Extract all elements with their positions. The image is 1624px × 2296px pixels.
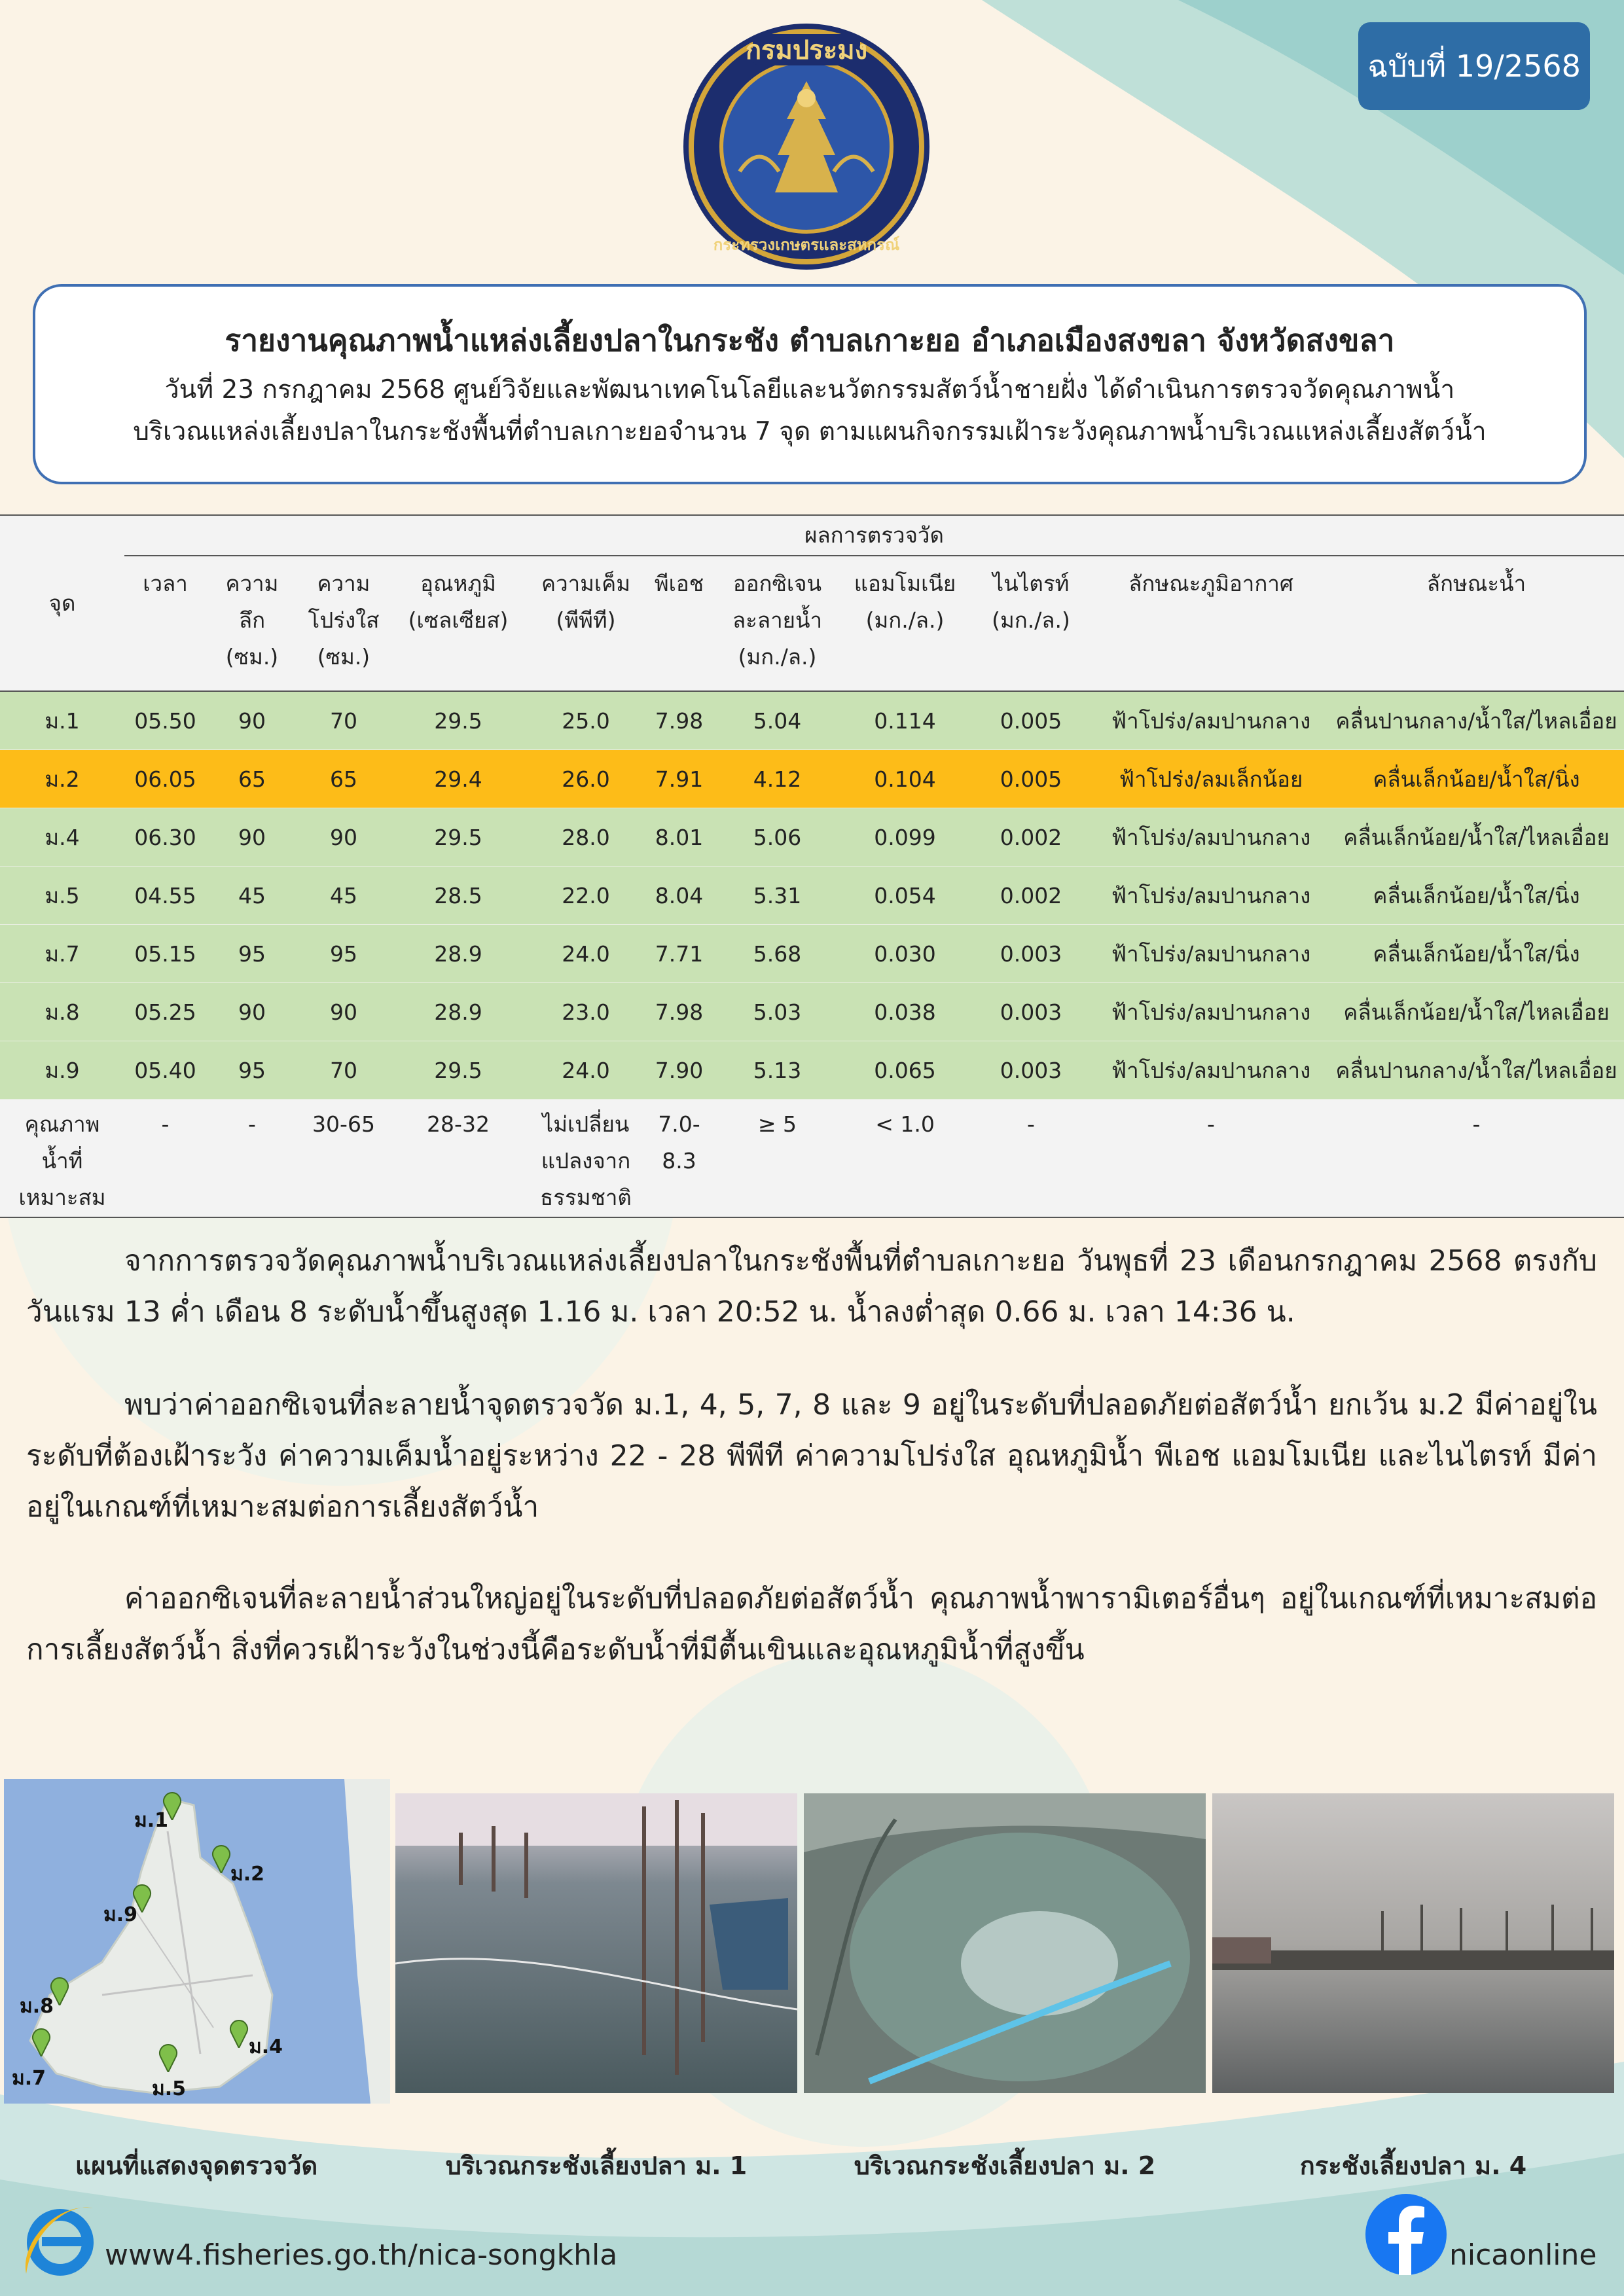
table-cell: 0.003: [969, 1041, 1093, 1100]
table-cell: ม.2: [0, 750, 124, 808]
table-cell: 22.0: [527, 867, 645, 925]
table-cell: 8.01: [645, 808, 713, 867]
standard-cell: -: [969, 1100, 1093, 1218]
summary-paragraph-2: พบว่าค่าออกซิเจนที่ละลายน้ำจุดตรวจวัด ม.1, 4, 5, 7, 8 และ 9 อยู่ในระดับที่ปลอดภัยต่อสัตว์น้ำ ยกเว้น ม.2 มีค่าอยู่ในระดับที่ต้องเฝ้าระวัง ค่าความเค็มน้ำอยู่ระหว่าง 22 - 28 พีพีที ค่าความโปร่งใส อุณหภูมิน้ำ พีเอช แอมโมเนีย และไนไตรท์ มีค่าอยู่ในเกณฑ์ที่เหมาะสมต่อการเลี้ยงสัตว์น้ำ: [26, 1388, 1597, 1524]
table-cell: 90: [206, 808, 298, 867]
table-row: [0, 925, 1624, 983]
table-cell: 70: [298, 1041, 389, 1100]
photo-cage-m1: [395, 1793, 797, 2093]
table-cell: 5.31: [713, 867, 841, 925]
caption-photo-m4: กระชังเลี้ยงปลา ม. 4: [1299, 2151, 1527, 2180]
table-cell: ฟ้าโปร่ง/ลมปานกลาง: [1093, 983, 1329, 1041]
results-group-header: ผลการตรวจวัด: [124, 515, 1624, 556]
table-cell: 29.5: [389, 1041, 527, 1100]
report-header: [33, 284, 1587, 484]
svg-text:กระทรวงเกษตรและสหกรณ์: กระทรวงเกษตรและสหกรณ์: [713, 236, 900, 254]
table-cell: 0.114: [841, 691, 969, 750]
table-cell: 5.13: [713, 1041, 841, 1100]
column-header-row: [0, 556, 1624, 691]
standard-cell: ≥ 5: [713, 1100, 841, 1218]
internet-explorer-icon: [20, 2195, 97, 2280]
table-cell: 95: [206, 925, 298, 983]
table-cell: ฟ้าโปร่ง/ลมปานกลาง: [1093, 925, 1329, 983]
table-cell: 0.065: [841, 1041, 969, 1100]
table-cell: 65: [206, 750, 298, 808]
map-pin-label: ม.4: [249, 2036, 283, 2058]
table-cell: ม.8: [0, 983, 124, 1041]
table-cell: 0.005: [969, 691, 1093, 750]
table-cell: 28.9: [389, 983, 527, 1041]
standard-cell: -: [1329, 1100, 1624, 1218]
table-cell: คลื่นเล็กน้อย/น้ำใส/ไหลเอื่อย: [1329, 983, 1624, 1041]
column-header: ความ ลึก (ซม.): [206, 556, 298, 691]
report-title: รายงานคุณภาพน้ำแหล่งเลี้ยงปลาในกระชัง ตำบลเกาะยอ อำเภอเมืองสงขลา จังหวัดสงขลา: [225, 323, 1395, 358]
table-cell: 29.5: [389, 808, 527, 867]
column-header: ออกซิเจน ละลายน้ำ (มก./ล.): [713, 556, 841, 691]
table-cell: ฟ้าโปร่ง/ลมปานกลาง: [1093, 867, 1329, 925]
table-cell: คลื่นเล็กน้อย/น้ำใส/นิ่ง: [1329, 867, 1624, 925]
map-pin-icon: [211, 1844, 231, 1873]
table-cell: 90: [206, 691, 298, 750]
column-header: เวลา: [124, 556, 206, 691]
table-cell: 29.4: [389, 750, 527, 808]
table-cell: 0.099: [841, 808, 969, 867]
table-cell: 05.25: [124, 983, 206, 1041]
table-cell: ฟ้าโปร่ง/ลมปานกลาง: [1093, 691, 1329, 750]
table-cell: 04.55: [124, 867, 206, 925]
table-cell: 8.04: [645, 867, 713, 925]
table-cell: ฟ้าโปร่ง/ลมเล็กน้อย: [1093, 750, 1329, 808]
table-cell: 05.40: [124, 1041, 206, 1100]
standard-cell: ไม่เปลี่ยน แปลงจาก ธรรมชาติ: [527, 1100, 645, 1218]
column-header: ลักษณะน้ำ: [1329, 556, 1624, 691]
table-cell: 90: [298, 808, 389, 867]
table-cell: 24.0: [527, 1041, 645, 1100]
table-cell: 28.9: [389, 925, 527, 983]
column-header: ความเค็ม (พีพีที): [527, 556, 645, 691]
table-cell: 7.98: [645, 983, 713, 1041]
map-pin-label: ม.2: [230, 1863, 265, 1886]
svg-text:กรมประมง: กรมประมง: [745, 35, 868, 65]
table-cell: 29.5: [389, 691, 527, 750]
col-point-header: จุด: [0, 515, 124, 691]
column-header: ไนไตรท์ (มก./ล.): [969, 556, 1093, 691]
table-cell: 28.0: [527, 808, 645, 867]
table-cell: 65: [298, 750, 389, 808]
table-cell: 25.0: [527, 691, 645, 750]
water-quality-table: [0, 514, 1624, 1218]
summary-paragraph-1: จากการตรวจวัดคุณภาพน้ำบริเวณแหล่งเลี้ยงปลาในกระชังพื้นที่ตำบลเกาะยอ วันพุธที่ 23 เดือนกรกฎาคม 2568 ตรงกับวันแรม 13 ค่ำ เดือน 8 ระดับน้ำขึ้นสูงสุด 1.16 ม. เวลา 20:52 น. น้ำลงต่ำสุด 0.66 ม. เวลา 14:36 น.: [26, 1244, 1597, 1329]
table-cell: 06.30: [124, 808, 206, 867]
standard-row: [0, 1100, 1624, 1218]
facebook-page-link[interactable]: nicaonline: [1449, 2238, 1597, 2272]
table-cell: ม.4: [0, 808, 124, 867]
table-cell: 05.50: [124, 691, 206, 750]
map-pin-label: ม.7: [12, 2067, 46, 2090]
standard-cell: 30-65: [298, 1100, 389, 1218]
fisheries-seal-logo: [681, 21, 932, 272]
column-header: ความ โปร่งใส (ซม.): [298, 556, 389, 691]
table-row: [0, 691, 1624, 750]
map-pin-icon: [158, 2043, 178, 2072]
table-cell: คลื่นเล็กน้อย/น้ำใส/ไหลเอื่อย: [1329, 808, 1624, 867]
table-cell: ม.5: [0, 867, 124, 925]
table-cell: ฟ้าโปร่ง/ลมปานกลาง: [1093, 808, 1329, 867]
standard-cell: -: [124, 1100, 206, 1218]
table-cell: 28.5: [389, 867, 527, 925]
table-cell: 7.90: [645, 1041, 713, 1100]
caption-photo-m2: บริเวณกระชังเลี้ยงปลา ม. 2: [854, 2151, 1156, 2180]
table-row: [0, 867, 1624, 925]
standard-cell: -: [206, 1100, 298, 1218]
standard-cell: 7.0- 8.3: [645, 1100, 713, 1218]
table-cell: 0.003: [969, 983, 1093, 1041]
map-pin-label: ม.1: [134, 1809, 169, 1832]
table-row: [0, 983, 1624, 1041]
table-cell: 0.003: [969, 925, 1093, 983]
table-cell: 0.005: [969, 750, 1093, 808]
table-cell: ม.1: [0, 691, 124, 750]
issue-badge: ฉบับที่ 19/2568: [1358, 22, 1590, 110]
standard-cell: 28-32: [389, 1100, 527, 1218]
photo-cage-m2: [804, 1793, 1206, 2093]
table-cell: 0.054: [841, 867, 969, 925]
table-cell: 4.12: [713, 750, 841, 808]
table-cell: 24.0: [527, 925, 645, 983]
report-intro-line-1: วันที่ 23 กรกฎาคม 2568 ศูนย์วิจัยและพัฒนาเทคโนโลยีและนวัตกรรมสัตว์น้ำชายฝั่ง ได้ดำเนินการตรวจวัดคุณภาพน้ำ: [164, 375, 1455, 404]
map-pin-icon: [229, 2019, 249, 2048]
map-pin-label: ม.9: [103, 1903, 138, 1926]
table-cell: 5.03: [713, 983, 841, 1041]
table-cell: 70: [298, 691, 389, 750]
table-cell: 05.15: [124, 925, 206, 983]
table-cell: 0.002: [969, 808, 1093, 867]
table-cell: คลื่นเล็กน้อย/น้ำใส/นิ่ง: [1329, 925, 1624, 983]
column-header: พีเอช: [645, 556, 713, 691]
map-pin-label: ม.8: [20, 1995, 54, 2018]
table-cell: 0.038: [841, 983, 969, 1041]
table-cell: 0.002: [969, 867, 1093, 925]
table-cell: 26.0: [527, 750, 645, 808]
table-cell: ฟ้าโปร่ง/ลมปานกลาง: [1093, 1041, 1329, 1100]
table-row: [0, 750, 1624, 808]
table-cell: 7.91: [645, 750, 713, 808]
standard-cell: -: [1093, 1100, 1329, 1218]
table-cell: ม.9: [0, 1041, 124, 1100]
table-cell: 95: [206, 1041, 298, 1100]
report-intro-line-2: บริเวณแหล่งเลี้ยงปลาในกระชังพื้นที่ตำบลเกาะยอจำนวน 7 จุด ตามแผนกิจกรรมเฝ้าระวังคุณภาพน้ำบริเวณแหล่งเลี้ยงสัตว์น้ำ: [133, 417, 1487, 446]
standard-cell: คุณภาพ น้ำที่ เหมาะสม: [0, 1100, 124, 1218]
table-cell: 7.98: [645, 691, 713, 750]
standard-cell: < 1.0: [841, 1100, 969, 1218]
column-header: ลักษณะภูมิอากาศ: [1093, 556, 1329, 691]
table-cell: 90: [206, 983, 298, 1041]
map-pin-label: ม.5: [152, 2077, 187, 2100]
table-cell: 0.104: [841, 750, 969, 808]
table-cell: 5.68: [713, 925, 841, 983]
table-cell: คลื่นปานกลาง/น้ำใส/ไหลเอื่อย: [1329, 1041, 1624, 1100]
map-pin-icon: [31, 2028, 51, 2056]
table-body: [0, 691, 1624, 1100]
column-header: อุณหภูมิ (เซลเซียส): [389, 556, 527, 691]
table-cell: คลื่นเล็กน้อย/น้ำใส/นิ่ง: [1329, 750, 1624, 808]
table-row: [0, 808, 1624, 867]
facebook-icon[interactable]: [1365, 2194, 1447, 2275]
summary-paragraph-3: ค่าออกซิเจนที่ละลายน้ำส่วนใหญ่อยู่ในระดับที่ปลอดภัยต่อสัตว์น้ำ คุณภาพน้ำพารามิเตอร์อื่นๆ อยู่ในเกณฑ์ที่เหมาะสมต่อการเลี้ยงสัตว์น้ำ สิ่งที่ควรเฝ้าระวังในช่วงนี้คือระดับน้ำที่มีตื้นเขินและอุณหภูมิน้ำที่สูงขึ้น: [26, 1582, 1597, 1666]
table-cell: 5.04: [713, 691, 841, 750]
table-cell: 0.030: [841, 925, 969, 983]
table-row: [0, 1041, 1624, 1100]
table-cell: 45: [206, 867, 298, 925]
table-cell: 95: [298, 925, 389, 983]
column-header: แอมโมเนีย (มก./ล.): [841, 556, 969, 691]
photo-cage-m4: [1212, 1793, 1614, 2093]
map-image: [4, 1779, 390, 2104]
caption-map: แผนที่แสดงจุดตรวจวัด: [75, 2151, 318, 2180]
table-cell: 7.71: [645, 925, 713, 983]
table-cell: 06.05: [124, 750, 206, 808]
table-cell: 23.0: [527, 983, 645, 1041]
table-cell: 45: [298, 867, 389, 925]
table-cell: 90: [298, 983, 389, 1041]
website-link[interactable]: www4.fisheries.go.th/nica-songkhla: [105, 2238, 618, 2272]
caption-photo-m1: บริเวณกระชังเลี้ยงปลา ม. 1: [445, 2151, 748, 2180]
table-cell: คลื่นปานกลาง/น้ำใส/ไหลเอื่อย: [1329, 691, 1624, 750]
table-cell: ม.7: [0, 925, 124, 983]
table-cell: 5.06: [713, 808, 841, 867]
